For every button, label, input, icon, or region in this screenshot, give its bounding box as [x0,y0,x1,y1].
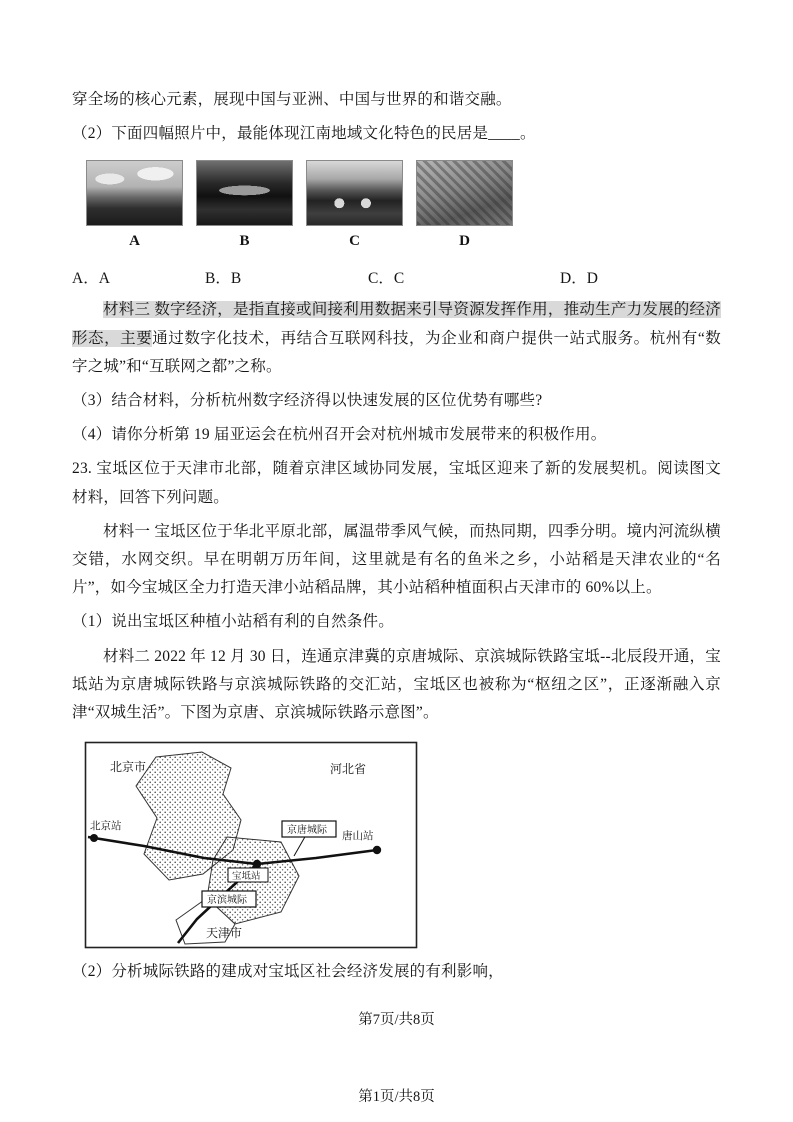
question-23-2: （2）分析城际铁路的建成对宝坻区社会经济发展的有利影响， [72,963,504,981]
answer-options-row [72,266,721,288]
map-label-jingbin-rail: 京滨城际 [207,895,247,907]
photo-b-image [196,160,293,226]
map-label-beijing-city: 北京市 [110,760,147,775]
photo-row [86,160,721,250]
question-4: （4）请你分析第 19 届亚运会在杭州召开会对杭州城市发展带来的积极作用。 [72,426,607,444]
material-2-paragraph: 材料二 2022 年 12 月 30 日，连通京津冀的京唐城际、京滨城际铁路宝坻--北辰段开通，宝坻站为京唐城际铁路与京滨城际铁路的交汇站，宝坻区也被称为“枢纽之区”，正逐渐融入京津“双城生活”。下图为京唐、京滨城际铁路示意图”。 [72,647,721,722]
photo-a-label: A [129,233,140,250]
option-d: D．D [560,270,598,288]
question-23-1: （1）说出宝坻区种植小站稻有利的自然条件。 [72,613,394,631]
railway-map [84,741,418,949]
map-label-baodi-station: 宝坻站 [232,871,261,883]
map-station-dot-baodi [253,860,261,868]
photo-option-c [306,160,403,250]
photo-option-d [416,160,513,250]
option-a: A．A [72,270,110,288]
photo-a-image [86,160,183,226]
question-2: （2）下面四幅照片中，最能体现江南地域文化特色的民居是____。 [72,125,536,143]
material-1-paragraph: 材料一 宝坻区位于华北平原北部，属温带季风气候，而热同期，四季分明。境内河流纵横交错，水网交织。早在明朝万历年间，这里就是有名的鱼米之乡，小站稻是天津农业的“名片”，如今宝城区全力打造天津小站稻品牌，其小站稻种植面积占天津市的 60%以上。 [72,522,721,597]
photo-b-label: B [239,233,250,250]
material-3-rest: 通过数字化技术，再结合互联网科技，为企业和商户提供一站式服务。杭州有“数字之城”和“互联网之都”之称。 [72,329,721,375]
map-label-beijing-station: 北京站 [90,820,122,833]
photo-c-image [306,160,403,226]
photo-d-image [416,160,513,226]
map-label-tianjin-city: 天津市 [206,926,243,941]
photo-d-label: D [459,233,470,250]
map-label-tangshan-station: 唐山站 [342,830,374,843]
page-footer-outer: 第1页/共8页 [358,1089,435,1105]
question-3: （3）结合材料，分析杭州数字经济得以快速发展的区位优势有哪些? [72,392,543,410]
map-label-jingtang-rail: 京唐城际 [287,825,327,837]
map-station-dot-beijing [90,834,98,842]
option-c: C．C [368,270,405,288]
question-23: 23. 宝坻区位于天津市北部，随着京津区域协同发展，宝坻区迎来了新的发展契机。阅读图文材料，回答下列问题。 [72,460,721,506]
paragraph-intro: 穿全场的核心元素，展现中国与亚洲、中国与世界的和谐交融。 [72,91,512,108]
photo-c-label: C [349,233,360,250]
map-station-dot-tangshan [373,846,381,854]
map-label-hebei-province: 河北省 [330,762,367,777]
photo-option-b [196,160,293,250]
photo-option-a [86,160,183,250]
material-3-highlight: 材料三 数字经济，是指直接或间接利用数据来引导资源发挥作用，推动生产力发展的经济形态，主要 [72,301,721,347]
material-3-paragraph [72,296,721,381]
railway-map-figure [84,741,721,954]
option-b: B．B [205,270,242,288]
page-footer-inner: 第7页/共8页 [358,1012,435,1029]
